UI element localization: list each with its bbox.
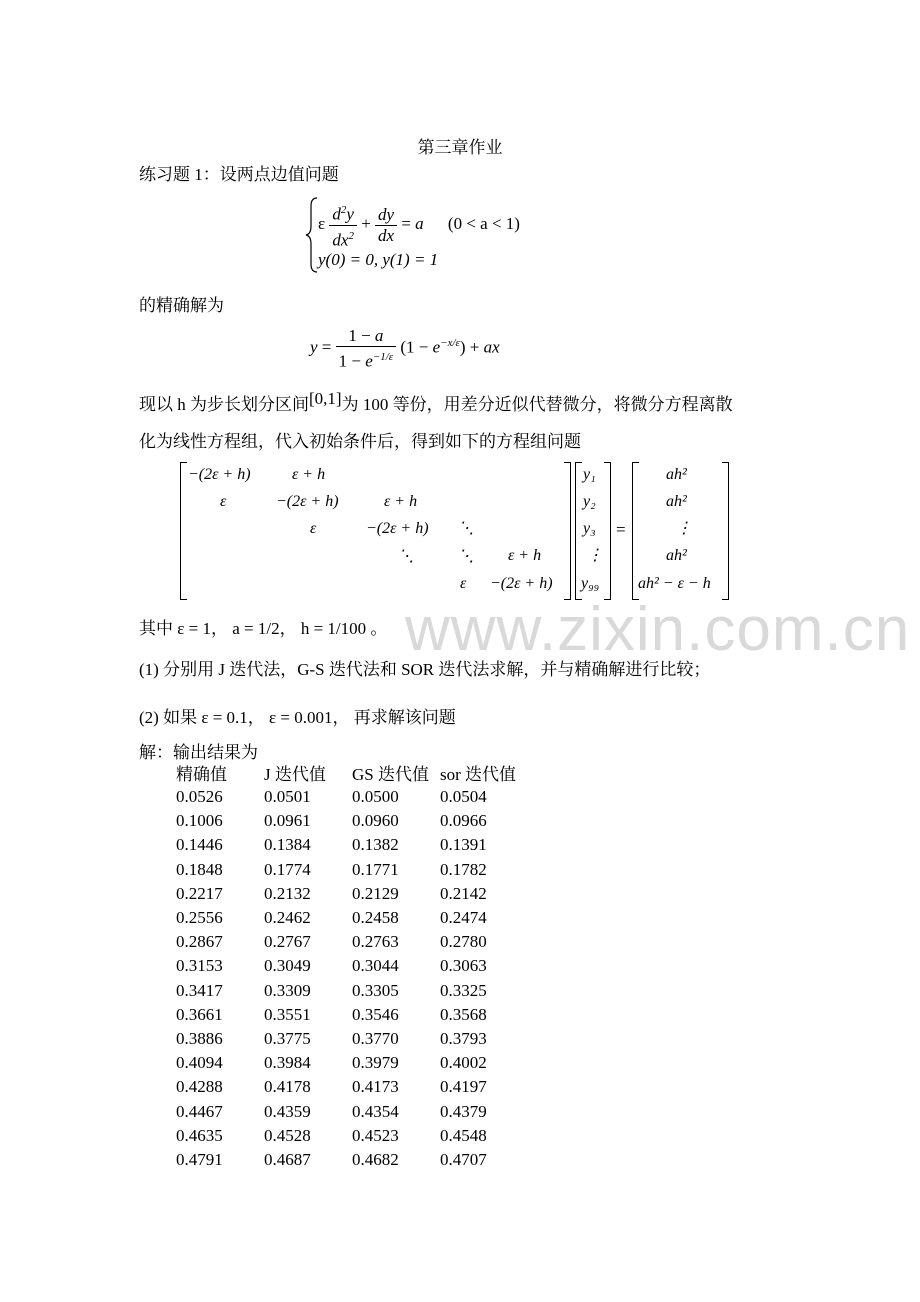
table-cell: 0.0966 <box>440 811 487 831</box>
column-header: GS 迭代值 <box>352 765 429 784</box>
table-row <box>176 1148 550 1172</box>
table-cell: 0.1848 <box>176 859 223 879</box>
table-cell: 0.1382 <box>352 835 399 855</box>
table-cell: 0.3984 <box>264 1053 311 1073</box>
table-cell: 0.3309 <box>264 980 311 1000</box>
table-cell: 0.2780 <box>440 932 487 952</box>
watermark: www.zixin.com.cn <box>405 595 911 664</box>
table-cell: 0.4094 <box>176 1053 223 1073</box>
table-cell: 0.0500 <box>352 787 399 807</box>
table-row <box>176 882 550 906</box>
vector-y-entry: y₂ <box>583 493 596 510</box>
table-row <box>176 1075 550 1099</box>
matrix-cell: ⋱ <box>458 548 474 565</box>
matrix-cell: ε + h <box>384 493 418 510</box>
table-cell: 0.4682 <box>352 1149 399 1169</box>
matrix-left-bracket <box>180 462 187 600</box>
paragraph-line-1-a: 现以 h 为步长划分区间 <box>139 395 309 414</box>
table-cell: 0.4002 <box>440 1053 487 1073</box>
table-row <box>176 785 550 809</box>
table-row <box>176 833 550 857</box>
table-cell: 0.4359 <box>264 1101 311 1121</box>
table-cell: 0.2474 <box>440 908 487 928</box>
table-cell: 0.3063 <box>440 956 487 976</box>
vector-y-entry: y₁ <box>583 466 596 483</box>
table-row <box>176 906 550 930</box>
table-cell: 0.4379 <box>440 1101 487 1121</box>
matrix-cell: ε <box>460 575 467 592</box>
table-row <box>176 954 550 978</box>
rhs-entry: ⋮ <box>676 520 692 537</box>
column-header: J 迭代值 <box>264 765 326 784</box>
matrix-cell: −(2ε + h) <box>276 493 339 510</box>
exercise-intro: 练习题 1：设两点边值问题 <box>139 165 339 184</box>
table-cell: 0.3775 <box>264 1028 311 1048</box>
bvp-interval-condition: (0 < a < 1) <box>447 214 520 234</box>
table-cell: 0.4467 <box>176 1101 223 1121</box>
table-cell: 0.4528 <box>264 1125 311 1145</box>
table-row <box>176 979 550 1003</box>
table-cell: 0.3661 <box>176 1004 223 1024</box>
table-cell: 0.1391 <box>440 835 487 855</box>
table-cell: 0.3417 <box>176 980 223 1000</box>
table-cell: 0.2462 <box>264 908 311 928</box>
where-line: 其中 ε = 1， a = 1/2， h = 1/100 。 <box>139 619 388 638</box>
table-cell: 0.3551 <box>264 1004 311 1024</box>
table-cell: 0.3049 <box>264 956 311 976</box>
column-header: 精确值 <box>176 765 227 784</box>
table-cell: 0.4354 <box>352 1101 399 1121</box>
table-cell: 0.4197 <box>440 1077 487 1097</box>
table-cell: 0.1771 <box>352 859 399 879</box>
paragraph-line-2: 化为线性方程组，代入初始条件后，得到如下的方程组问题 <box>139 432 581 451</box>
table-cell: 0.2763 <box>352 932 399 952</box>
table-cell: 0.1774 <box>264 859 311 879</box>
matrix-right-bracket <box>564 462 571 600</box>
table-cell: 0.3153 <box>176 956 223 976</box>
table-cell: 0.4523 <box>352 1125 399 1145</box>
interval: [0,1] <box>309 389 342 408</box>
exact-label: 的精确解为 <box>139 296 224 315</box>
table-cell: 0.2767 <box>264 932 311 952</box>
table-cell: 0.2458 <box>352 908 399 928</box>
paragraph-line-1-b: 为 100 等份，用差分近似代替微分，将微分方程离散 <box>341 395 733 414</box>
question-1: (1) 分别用 J 迭代法，G-S 迭代法和 SOR 迭代法求解，并与精确解进行比较； <box>139 660 711 679</box>
table-cell: 0.3770 <box>352 1028 399 1048</box>
vector-y-entry: ⋮ <box>587 547 603 564</box>
table-cell: 0.2867 <box>176 932 223 952</box>
table-cell: 0.4173 <box>352 1077 399 1097</box>
left-brace <box>305 196 319 274</box>
table-cell: 0.4548 <box>440 1125 487 1145</box>
table-row <box>176 1027 550 1051</box>
table-cell: 0.3546 <box>352 1004 399 1024</box>
results-table <box>176 760 550 1172</box>
matrix-cell: −(2ε + h) <box>490 575 553 592</box>
table-cell: 0.2132 <box>264 883 311 903</box>
rhs-right-bracket <box>722 462 729 600</box>
table-cell: 0.4687 <box>264 1149 311 1169</box>
table-cell: 0.3568 <box>440 1004 487 1024</box>
matrix-cell: ε + h <box>508 547 542 564</box>
table-cell: 0.0961 <box>264 811 311 831</box>
answer-intro: 解：输出结果为 <box>139 743 258 762</box>
bvp-equation-1: ε $\frac{d^2y}{dx^2}$ + $\frac{dy}{dx}$ = a (0 < a < 1) <box>318 200 520 250</box>
matrix-cell: −(2ε + h) <box>366 520 429 537</box>
table-cell: 0.2217 <box>176 883 223 903</box>
table-row <box>176 858 550 882</box>
rhs-entry: ah² <box>666 466 687 483</box>
matrix-cell: ⋱ <box>398 548 414 565</box>
table-row <box>176 1099 550 1123</box>
table-cell: 0.4791 <box>176 1149 223 1169</box>
rhs-entry: ah² − ε − h <box>638 575 711 592</box>
paragraph-line-1 <box>139 390 733 415</box>
table-row <box>176 1051 550 1075</box>
equals-sign: = <box>616 520 626 539</box>
matrix-cell: −(2ε + h) <box>188 466 251 483</box>
table-cell: 0.4635 <box>176 1125 223 1145</box>
table-cell: 0.1446 <box>176 835 223 855</box>
table-row <box>176 930 550 954</box>
column-header: sor 迭代值 <box>440 765 517 784</box>
table-cell: 0.4178 <box>264 1077 311 1097</box>
question-2: (2) 如果 ε = 0.1， ε = 0.001， 再求解该问题 <box>139 708 456 727</box>
bvp-equation-2: y(0) = 0, y(1) = 1 <box>318 250 439 269</box>
table-row <box>176 1003 550 1027</box>
table-row <box>176 1124 550 1148</box>
table-cell: 0.3793 <box>440 1028 487 1048</box>
table-header-row <box>176 760 550 785</box>
page-title: 第三章作业 <box>417 138 503 157</box>
matrix-cell: ε + h <box>292 466 326 483</box>
matrix-cell: ⋱ <box>458 520 474 537</box>
table-cell: 0.4707 <box>440 1149 487 1169</box>
table-cell: 0.1384 <box>264 835 311 855</box>
table-cell: 0.3325 <box>440 980 487 1000</box>
vector-right-bracket <box>604 462 611 600</box>
table-cell: 0.4288 <box>176 1077 223 1097</box>
rhs-entry: ah² <box>666 547 687 564</box>
table-cell: 0.0960 <box>352 811 399 831</box>
exact-solution-formula: y = $\frac{1 - a}{1 - e^{-1/\varepsilon}}$ $(1 - e^{-x/\varepsilon})$ + ax <box>310 326 500 371</box>
matrix-cell: ε <box>220 493 227 510</box>
table-cell: 0.3979 <box>352 1053 399 1073</box>
table-row <box>176 809 550 833</box>
table-cell: 0.1006 <box>176 811 223 831</box>
table-cell: 0.2129 <box>352 883 399 903</box>
table-cell: 0.3305 <box>352 980 399 1000</box>
table-cell: 0.3044 <box>352 956 399 976</box>
table-cell: 0.3886 <box>176 1028 223 1048</box>
table-cell: 0.2142 <box>440 883 487 903</box>
table-cell: 0.0504 <box>440 787 487 807</box>
table-cell: 0.1782 <box>440 859 487 879</box>
vector-y-entry: y₃ <box>583 520 596 537</box>
vector-y-entry: y₉₉ <box>581 575 600 592</box>
table-cell: 0.2556 <box>176 908 223 928</box>
matrix-cell: ε <box>310 520 317 537</box>
table-cell: 0.0526 <box>176 787 223 807</box>
rhs-entry: ah² <box>666 493 687 510</box>
table-cell: 0.0501 <box>264 787 311 807</box>
